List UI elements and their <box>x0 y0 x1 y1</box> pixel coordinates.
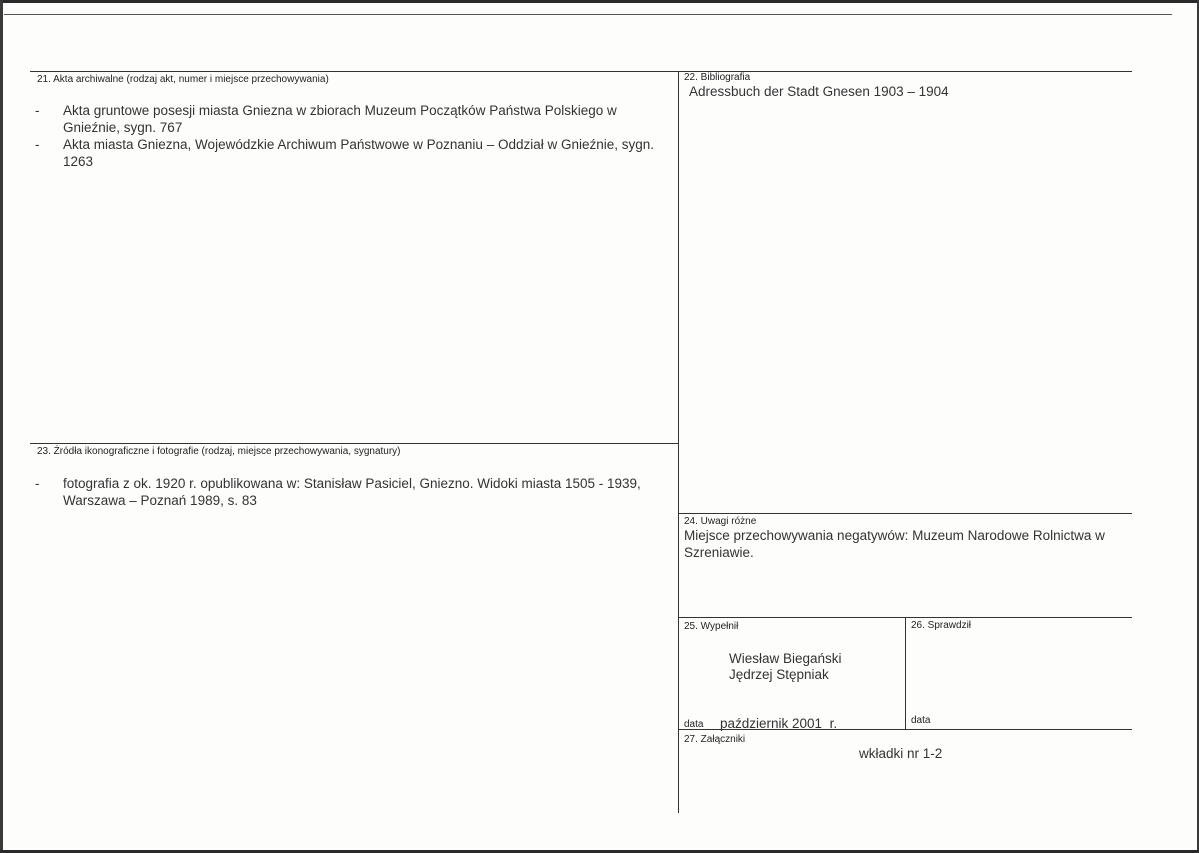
bibliography-text: Adressbuch der Stadt Gnesen 1903 – 1904 <box>689 84 949 99</box>
section-26-label: 26. Sprawdził <box>911 620 972 631</box>
filled-by-date-value: październik 2001 r. <box>720 716 838 731</box>
section-24-label: 24. Uwagi różne <box>684 516 757 527</box>
list-marker: - <box>35 137 40 152</box>
list-item <box>35 102 663 136</box>
header-rule <box>4 14 1172 15</box>
list-item <box>35 136 663 170</box>
list-item <box>35 475 643 509</box>
rule-section-24 <box>678 513 1132 514</box>
scan-edge-left <box>0 0 3 853</box>
filled-by-date-label: data <box>684 719 704 730</box>
list-marker: - <box>35 476 40 491</box>
section-23-label: 23. Źródła ikonograficzne i fotografie (rodzaj, miejsce przechowywania, sygnatury) <box>37 446 401 457</box>
section-23-list <box>35 475 643 509</box>
rule-section-23 <box>30 443 678 444</box>
rule-section-26-divider <box>905 617 906 729</box>
remarks-text: Miejsce przechowywania negatywów: Muzeum Narodowe Rolnictwa w Szreniawie. <box>684 528 1105 560</box>
rule-top-sections <box>30 71 1132 72</box>
section-27-label: 27. Załączniki <box>684 734 746 745</box>
rule-center-vertical <box>678 71 679 813</box>
filled-by-name-1: Wiesław Biegański <box>729 651 842 666</box>
section-21-list <box>35 102 663 170</box>
list-marker: - <box>35 103 40 118</box>
attachments-text: wkładki nr 1-2 <box>859 746 943 761</box>
list-item-text: Akta gruntowe posesji miasta Gniezna w zbiorach Muzeum Początków Państwa Polskiego w Gnieźnie, sygn. 767 <box>63 103 617 135</box>
section-22-label: 22. Bibliografia <box>684 72 751 83</box>
list-item-text: fotografia z ok. 1920 r. opublikowana w: Stanisław Pasiciel, Gniezno. Widoki miasta 1505 - 1939, Warszawa – Poznań 1989, s. 83 <box>63 476 641 508</box>
section-21-label: 21. Akta archiwalne (rodzaj akt, numer i miejsce przechowywania) <box>37 74 329 85</box>
scan-edge-top <box>0 0 1199 3</box>
checked-by-date-label: data <box>911 715 931 726</box>
filled-by-name-2: Jędrzej Stępniak <box>729 667 829 682</box>
section-25-label: 25. Wypełnił <box>684 621 739 632</box>
list-item-text: Akta miasta Gniezna, Wojewódzkie Archiwum Państwowe w Poznaniu – Oddział w Gnieźnie, sygn. 1263 <box>63 137 655 169</box>
